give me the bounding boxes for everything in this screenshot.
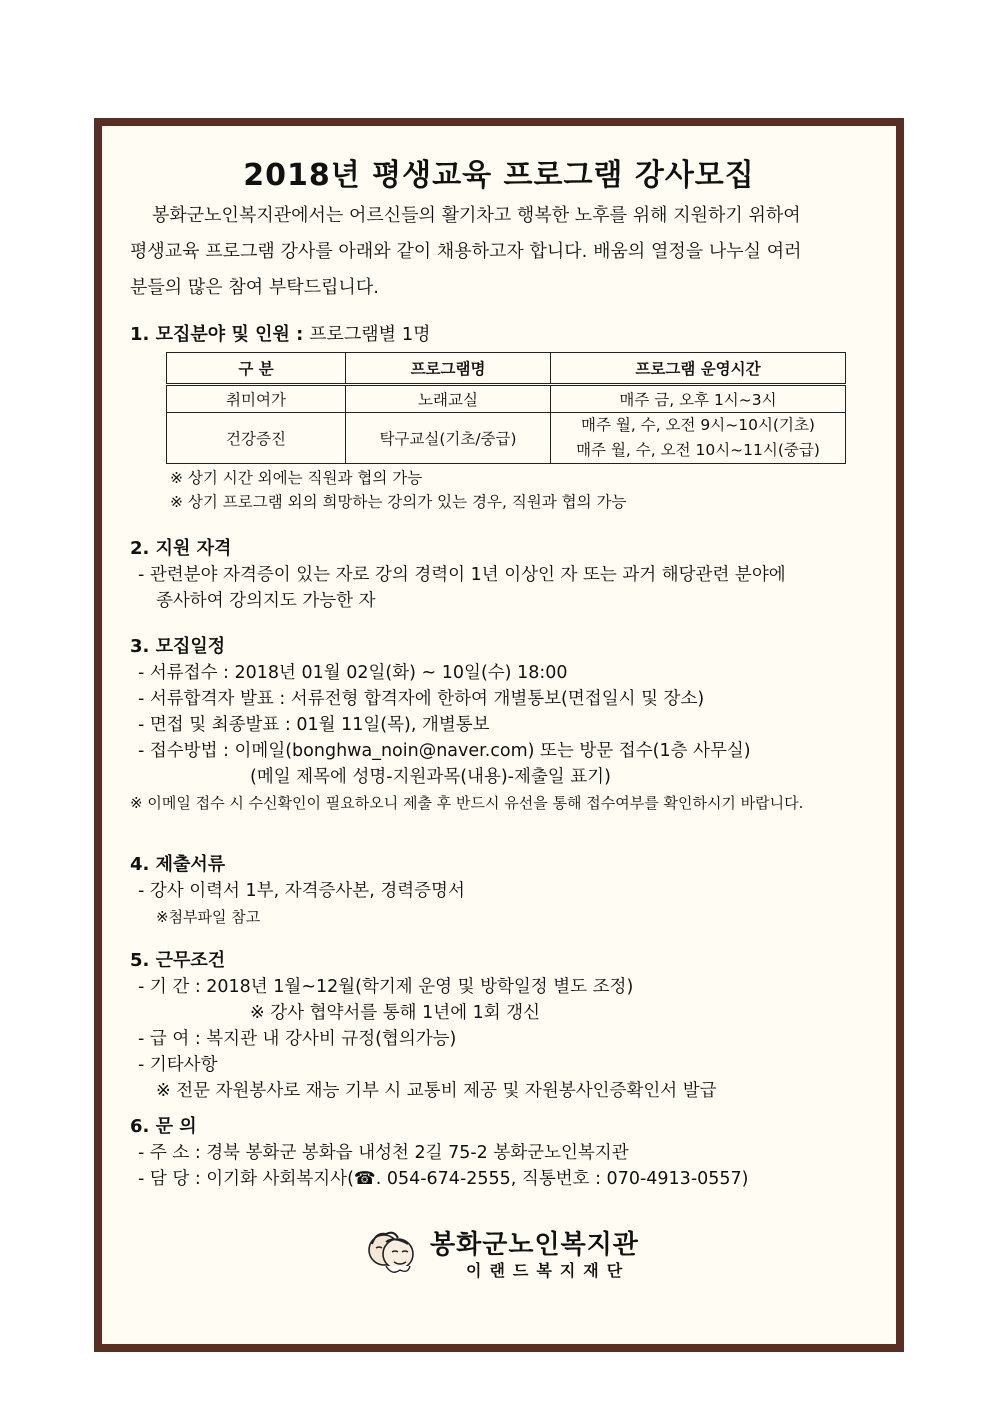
cell-category: 건강증진	[167, 413, 346, 464]
section-3-heading: 3. 모집일정	[130, 636, 226, 657]
section-recruitment	[130, 322, 890, 348]
body-line: - 서류접수 : 2018년 01월 02일(화) ~ 10일(수) 18:00	[138, 663, 568, 683]
cell-time-line: 매주 월, 수, 오전 9시~10시(기초)	[581, 416, 815, 434]
body-line: - 급 여 : 복지관 내 강사비 규정(협의가능)	[138, 1029, 457, 1049]
column-header-time: 프로그램 운영시간	[551, 353, 846, 385]
cell-time-line: 매주 월, 수, 오전 10시~11시(중급)	[576, 441, 820, 459]
body-line: ※ 전문 자원봉사로 재능 기부 시 교통비 제공 및 자원봉사인증확인서 발급	[156, 1081, 717, 1101]
body-line: - 서류합격자 발표 : 서류전형 합격자에 한하여 개별통보(면접일시 및 장소)	[138, 689, 705, 709]
intro-line-2: 평생교육 프로그램 강사를 아래와 같이 채용하고자 합니다. 배움의 열정을 나누실 여러	[130, 241, 802, 262]
page-title: 2018년 평생교육 프로그램 강사모집	[243, 158, 755, 193]
body-line: - 관련분야 자격증이 있는 자로 강의 경력이 1년 이상인 자 또는 과거 해당관련 분야에	[138, 565, 786, 585]
body-line: ※ 강사 협약서를 통해 1년에 1회 갱신	[250, 1003, 541, 1023]
cell-time	[551, 413, 846, 464]
email-note: ※ 이메일 접수 시 수신확인이 필요하오니 제출 후 반드시 유선을 통해 접수여부를 확인하시기 바랍니다.	[130, 794, 804, 812]
column-header-category: 구 분	[167, 353, 346, 385]
body-line: - 강사 이력서 1부, 자격증사본, 경력증명서	[138, 881, 465, 901]
program-table	[166, 352, 846, 464]
section-documents	[130, 852, 890, 930]
intro-paragraph	[130, 198, 882, 306]
elderly-faces-logo-icon	[364, 1224, 418, 1280]
body-line: 종사하여 강의지도 가능한 자	[156, 591, 376, 611]
attachment-note: ※첨부파일 참고	[156, 908, 261, 926]
section-4-heading: 4. 제출서류	[130, 854, 226, 875]
body-line: - 기타사항	[138, 1055, 218, 1075]
section-1-heading: 1. 모집분야 및 인원 :	[130, 324, 304, 345]
table-header-row	[167, 353, 846, 385]
org-logo	[364, 1224, 684, 1284]
cell-program: 탁구교실(기초/중급)	[346, 413, 551, 464]
intro-line-1: 봉화군노인복지관에서는 어르신들의 활기차고 행복한 노후를 위해 지원하기 위하여	[152, 205, 801, 226]
table-row	[167, 385, 846, 413]
section-qualification	[130, 536, 890, 614]
body-line: - 면접 및 최종발표 : 01월 11일(목), 개별통보	[138, 715, 490, 735]
org-name: 봉화군노인복지관	[430, 1230, 639, 1260]
section-1-value: 프로그램별 1명	[303, 324, 431, 345]
note-line: ※ 상기 시간 외에는 직원과 협의 가능	[170, 469, 423, 487]
section-conditions	[130, 948, 890, 1104]
body-line: - 접수방법 : 이메일(bonghwa_noin@naver.com) 또는 방문 접수(1층 사무실)	[138, 741, 751, 761]
section-contact	[130, 1114, 890, 1192]
section-6-heading: 6. 문 의	[130, 1116, 197, 1137]
body-line: (메일 제목에 성명-지원과목(내용)-제출일 표기)	[250, 767, 611, 787]
cell-time: 매주 금, 오후 1시~3시	[551, 385, 846, 413]
body-line: - 기 간 : 2018년 1월~12월(학기제 운영 및 방학일정 별도 조정)	[138, 977, 634, 997]
notice-frame	[94, 118, 904, 1352]
section-5-heading: 5. 근무조건	[130, 950, 226, 971]
table-notes	[170, 466, 626, 514]
table-row	[167, 413, 846, 464]
cell-program: 노래교실	[346, 385, 551, 413]
cell-category: 취미여가	[167, 385, 346, 413]
address-line: - 주 소 : 경북 봉화군 봉화읍 내성천 2길 75-2 봉화군노인복지관	[138, 1143, 629, 1163]
note-line: ※ 상기 프로그램 외의 희망하는 강의가 있는 경우, 직원과 협의 가능	[170, 493, 627, 511]
section-2-heading: 2. 지원 자격	[130, 538, 232, 559]
org-sub-name: 이랜드복지재단	[466, 1261, 631, 1280]
contact-line: - 담 당 : 이기화 사회복지사(☎. 054-674-2555, 직통번호 : 070-4913-0557)	[138, 1169, 749, 1189]
section-schedule	[130, 634, 890, 816]
section-heading	[130, 322, 890, 348]
intro-line-3: 분들의 많은 참여 부탁드립니다.	[130, 277, 379, 298]
column-header-program: 프로그램명	[346, 353, 551, 385]
